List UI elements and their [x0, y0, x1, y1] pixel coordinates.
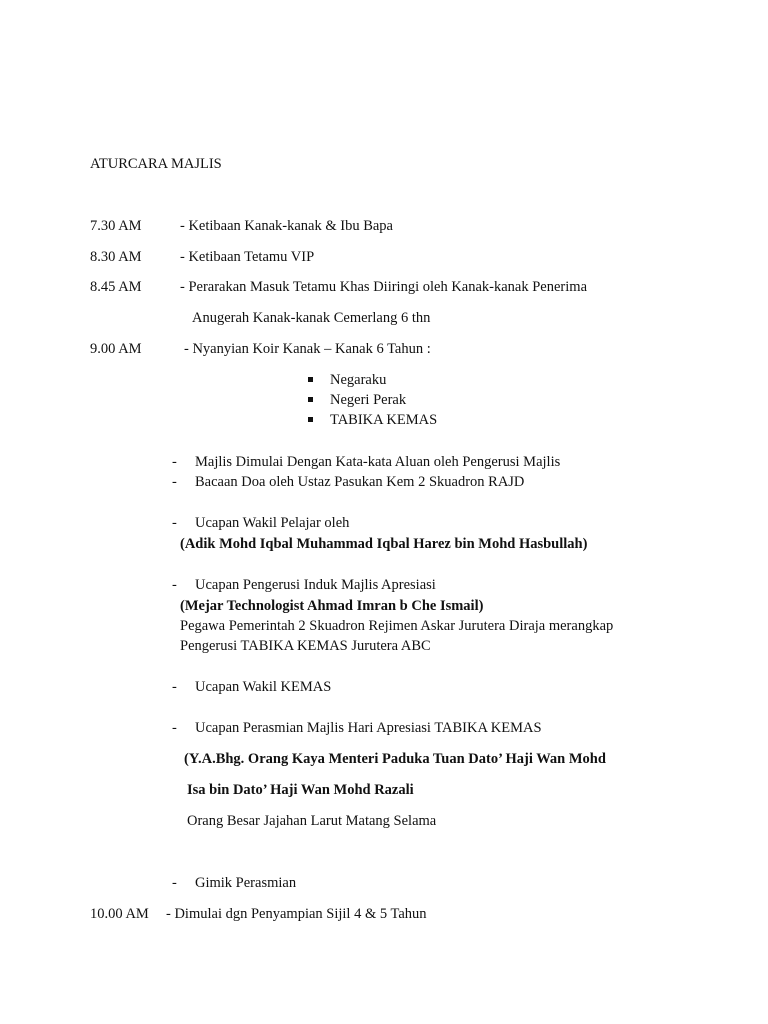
schedule-text-continuation: Anugerah Kanak-kanak Cemerlang 6 thn: [192, 310, 431, 326]
schedule-time: 8.30 AM: [90, 249, 142, 265]
program-item: Ucapan Perasmian Majlis Hari Apresiasi TABIKA KEMAS: [195, 720, 542, 736]
speaker-name: (Mejar Technologist Ahmad Imran b Che Ismail): [180, 598, 484, 614]
schedule-time: 7.30 AM: [90, 218, 142, 234]
speaker-name: (Y.A.Bhg. Orang Kaya Menteri Paduka Tuan Dato’ Haji Wan Mohd: [184, 751, 606, 767]
program-item: Majlis Dimulai Dengan Kata-kata Aluan oleh Pengerusi Majlis: [195, 454, 561, 470]
square-bullet-icon: [308, 417, 313, 422]
dash-bullet: -: [172, 679, 177, 695]
dash-bullet: -: [172, 720, 177, 736]
program-item: Gimik Perasmian: [195, 875, 297, 891]
program-item: Ucapan Pengerusi Induk Majlis Apresiasi: [195, 577, 436, 593]
schedule-text: - Dimulai dgn Penyampian Sijil 4 & 5 Tahun: [166, 906, 427, 922]
song-item: Negeri Perak: [330, 392, 407, 408]
square-bullet-icon: [308, 397, 313, 402]
square-bullet-icon: [308, 377, 313, 382]
schedule-text: - Perarakan Masuk Tetamu Khas Diiringi oleh Kanak-kanak Penerima: [180, 279, 588, 295]
speaker-name: Isa bin Dato’ Haji Wan Mohd Razali: [187, 782, 414, 798]
song-item: Negaraku: [330, 372, 387, 388]
dash-bullet: -: [172, 474, 177, 490]
program-item: Ucapan Wakil KEMAS: [195, 679, 332, 695]
speaker-description: Pegawa Pemerintah 2 Skuadron Rejimen Askar Jurutera Diraja merangkap: [180, 618, 614, 634]
speaker-name: (Adik Mohd Iqbal Muhammad Iqbal Harez bin Mohd Hasbullah): [180, 536, 588, 552]
dash-bullet: -: [172, 454, 177, 470]
schedule-text: - Ketibaan Tetamu VIP: [180, 249, 315, 265]
program-item: Ucapan Wakil Pelajar oleh: [195, 515, 350, 531]
schedule-time: 10.00 AM: [90, 906, 149, 922]
schedule-time: 8.45 AM: [90, 279, 142, 295]
dash-bullet: -: [172, 875, 177, 891]
program-item: Bacaan Doa oleh Ustaz Pasukan Kem 2 Skuadron RAJD: [195, 474, 525, 490]
speaker-description: Orang Besar Jajahan Larut Matang Selama: [187, 813, 437, 829]
speaker-description: Pengerusi TABIKA KEMAS Jurutera ABC: [180, 638, 431, 654]
schedule-time: 9.00 AM: [90, 341, 142, 357]
dash-bullet: -: [172, 515, 177, 531]
dash-bullet: -: [172, 577, 177, 593]
document-title: ATURCARA MAJLIS: [90, 156, 222, 172]
schedule-text: - Ketibaan Kanak-kanak & Ibu Bapa: [180, 218, 393, 234]
song-item: TABIKA KEMAS: [330, 412, 438, 428]
schedule-text: - Nyanyian Koir Kanak – Kanak 6 Tahun :: [184, 341, 431, 357]
